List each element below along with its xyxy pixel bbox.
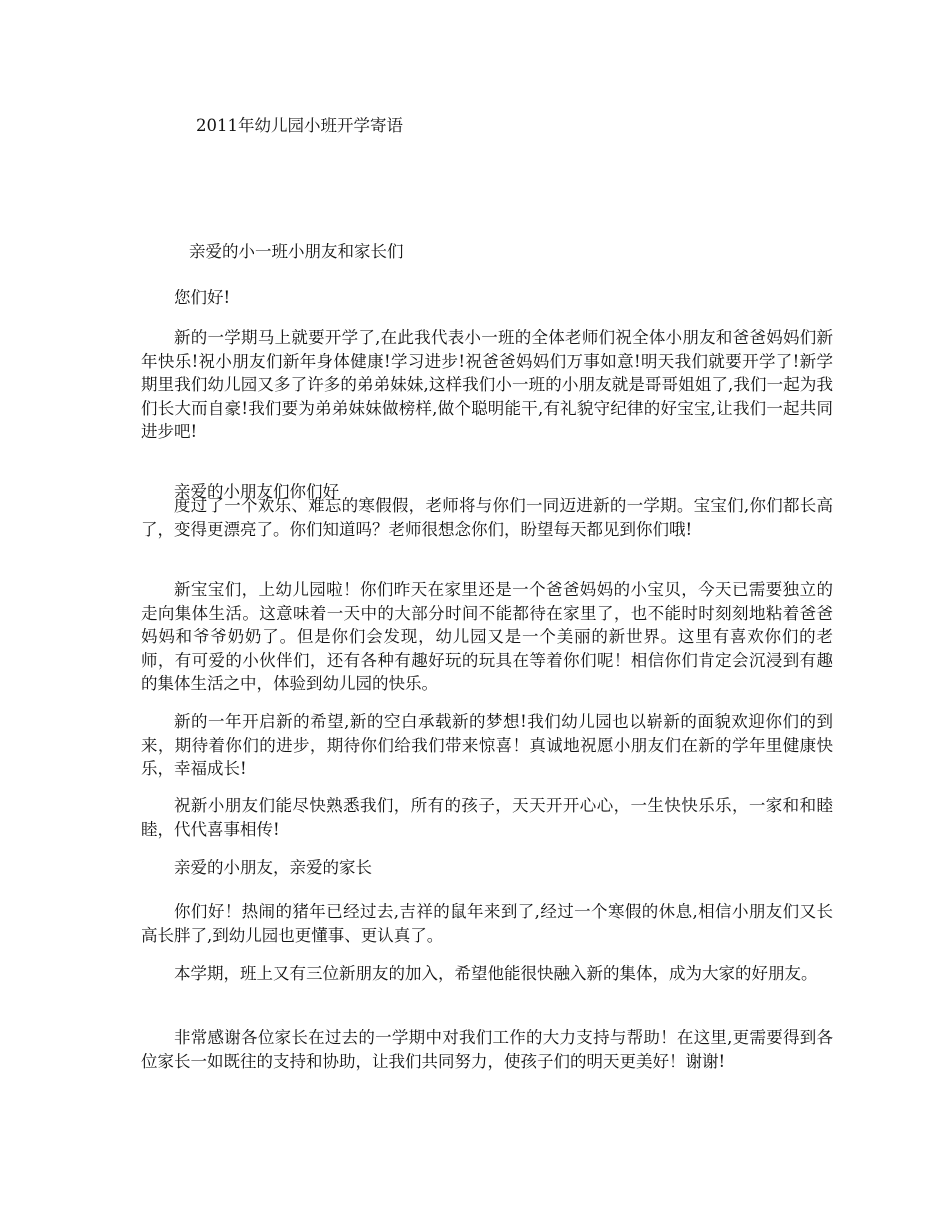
paragraph-new-friends: 本学期，班上又有三位新朋友的加入，希望他能很快融入新的集体，成为大家的好朋友。 — [174, 964, 818, 983]
document-title: 2011年幼儿园小班开学寄语 — [196, 116, 403, 135]
salutation-line: 亲爱的小一班小朋友和家长们 — [189, 242, 404, 261]
paragraph-new-babies: 新宝宝们，上幼儿园啦！你们昨天在家里还是一个爸爸妈妈的小宝贝，今天已需要独立的走向集体生活。这意味着一天中的大部分时间不能都待在家里了，也不能时时刻刻地粘着爸爸妈妈和爷爷奶奶了。但是你们会发现，幼儿园又是一个美丽的新世界。这里有喜欢你们的老师，有可爱的小伙伴们，还有各种有趣好玩的玩具在等着你们呢！相信你们肯定会沉浸到有趣的集体生活之中，体验到幼儿园的快乐。 — [141, 580, 833, 694]
paragraph-thanks: 非常感谢各位家长在过去的一学期中对我们工作的大力支持与帮助！在这里,更需要得到各位家长一如既往的支持和协助，让我们共同努力，使孩子们的明天更美好！谢谢! — [141, 1028, 833, 1071]
heading-dear-children: 亲爱的小朋友们你们好 — [174, 482, 339, 501]
paragraph-new-year-hopes: 新的一年开启新的希望,新的空白承载新的梦想!我们幼儿园也以崭新的面貌欢迎你们的到来，期待着你们的进步，期待你们给我们带来惊喜！真诚地祝愿小朋友们在新的学年里健康快乐，幸福成长! — [141, 712, 833, 779]
paragraph-greeting-parents: 你们好！热闹的猪年已经过去,吉祥的鼠年来到了,经过一个寒假的休息,相信小朋友们又长高长胖了,到幼儿园也更懂事、更认真了。 — [141, 902, 833, 945]
heading-dear-parents: 亲爱的小朋友，亲爱的家长 — [174, 858, 372, 877]
paragraph-wishes: 祝新小朋友们能尽快熟悉我们，所有的孩子，天天开开心心，一生快快乐乐，一家和和睦睦，代代喜事相传! — [141, 796, 833, 839]
paragraph-winter-break: 度过了一个欢乐、难忘的寒假假，老师将与你们一同迈进新的一学期。宝宝们,你们都长高了，变得更漂亮了。你们知道吗？老师很想念你们，盼望每天都见到你们哦! — [141, 496, 833, 539]
greeting-line: 您们好! — [174, 288, 231, 307]
paragraph-new-semester: 新的一学期马上就要开学了,在此我代表小一班的全体老师们祝全体小朋友和爸爸妈妈们新年快乐!祝小朋友们新年身体健康!学习进步!祝爸爸妈妈们万事如意!明天我们就要开学了!新学期里我们幼儿园又多了许多的弟弟妹妹,这样我们小一班的小朋友就是哥哥姐姐了,我们一起为我们长大而自豪!我们要为弟弟妹妹做榜样,做个聪明能干,有礼貌守纪律的好宝宝,让我们一起共同进步吧! — [141, 328, 833, 442]
